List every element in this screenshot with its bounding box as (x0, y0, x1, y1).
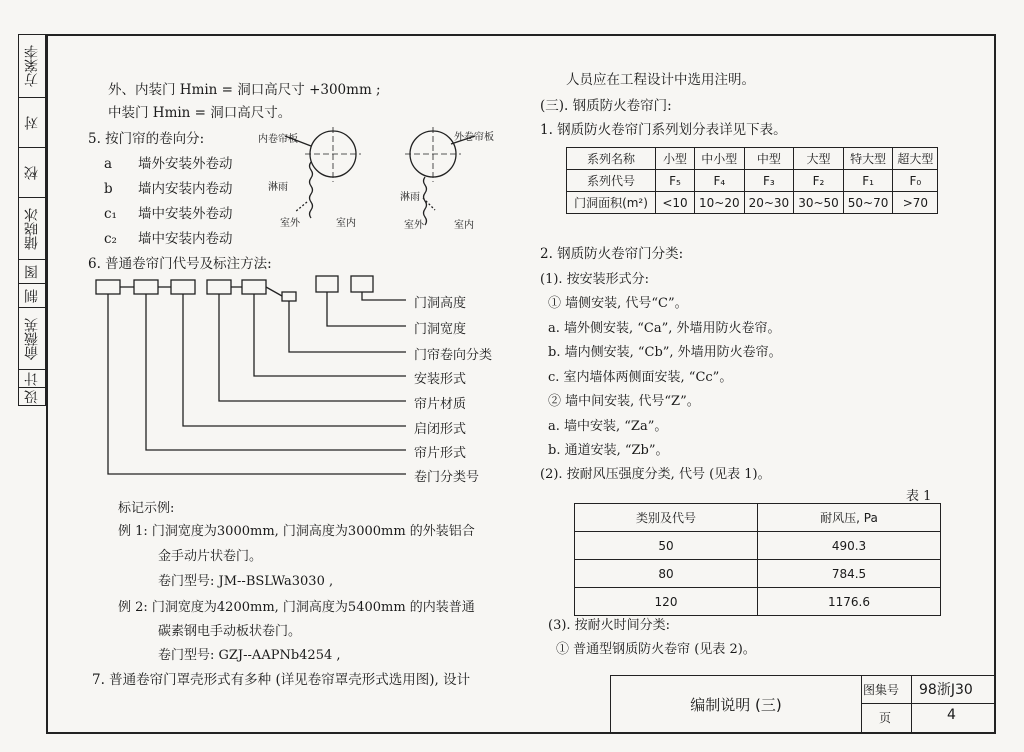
height-rule-2: 中装门 Hmin = 洞口高尺寸。 (108, 105, 292, 121)
paragraph-2: 2. 钢质防火卷帘门分类: (540, 246, 684, 262)
install-side-b: b. 墙内侧安装, “Cb”, 外墙用防火卷帘。 (548, 345, 782, 360)
install-side: ① 墙侧安装, 代号“C”。 (548, 296, 688, 311)
fig-right-out: 室外 (404, 220, 424, 231)
table-row: 120 1176.6 (575, 588, 941, 616)
example-2-model: 卷门型号: GZJ--AAPNb4254 , (158, 648, 341, 663)
atlas-number: 98浙J30 (919, 682, 973, 698)
install-side-c: c. 室内墙体两侧面安装, “Cc”。 (548, 370, 733, 385)
table-row: 系列名称 小型 中小型 中型 大型 特大型 超大型 (567, 148, 938, 170)
strip-cell-3: 储晓冰 (19, 197, 45, 259)
page-label: 页 (879, 711, 892, 725)
fire-heading: (3). 按耐火时间分类: (548, 618, 671, 633)
install-side-a: a. 墙外侧安装, “Ca”, 外墙用防火卷帘。 (548, 321, 781, 336)
install-heading: (1). 按安装形式分: (540, 272, 650, 287)
example-1-line-2: 金手动片状卷门。 (158, 549, 263, 564)
roll-item-b: b 墙内安装内卷动 (104, 181, 233, 197)
code-label-class: 卷门分类号 (414, 470, 480, 485)
install-middle: ② 墙中间安装, 代号“Z”。 (548, 394, 700, 409)
roll-item-c1: c₁ 墙中安装外卷动 (104, 206, 233, 222)
table-row: 类别及代号 耐风压, Pa (575, 504, 941, 532)
fig-right-rain: 淋雨 (400, 192, 420, 203)
strip-cell-2: 校 (19, 147, 45, 197)
fire-item-1: ① 普通型钢质防火卷帘 (见表 2)。 (556, 642, 756, 657)
strip-cell-1: 对 (19, 97, 45, 147)
example-1-line-1: 例 1: 门洞宽度为3000mm, 门洞高度为3000mm 的外装铝合 (118, 524, 475, 539)
code-label-height: 门洞高度 (414, 296, 467, 311)
code-label-slat: 帘片形式 (414, 446, 467, 461)
code-label-roll: 门帘卷向分类 (414, 348, 493, 363)
section-5-title: 5. 按门帘的卷向分: (88, 131, 205, 147)
code-label-material: 帘片材质 (414, 397, 467, 412)
continued-text: 人员应在工程设计中选用注明。 (566, 72, 755, 88)
fig-left-rain: 淋雨 (268, 182, 288, 193)
code-label-width: 门洞宽度 (414, 322, 467, 337)
signature-strip (18, 34, 46, 406)
table-row: 50 490.3 (575, 532, 941, 560)
page-number: 4 (947, 707, 956, 723)
strip-cell-6: 俞薇英 (19, 307, 45, 369)
height-rule-1: 外、内装门 Hmin = 洞口高尺寸 +300mm ; (108, 82, 381, 98)
series-table (566, 147, 938, 214)
strip-cell-0: 方案李 (24, 45, 40, 87)
roll-item-c2: c₂ 墙中安装内卷动 (104, 231, 233, 247)
code-label-operation: 启闭形式 (414, 422, 467, 437)
section-6-title: 6. 普通卷帘门代号及标注方法: (88, 256, 272, 272)
strip-cell-4: 图 (19, 259, 45, 283)
code-label-install: 安装形式 (414, 372, 467, 387)
fig-right-label: 外卷帘板 (454, 132, 494, 143)
fig-left-in: 室内 (336, 218, 356, 229)
fig-left-out: 室外 (280, 218, 300, 229)
example-heading: 标记示例: (118, 501, 175, 516)
strip-cell-7: 计 (19, 369, 45, 387)
install-middle-a: a. 墙中安装, “Za”。 (548, 419, 668, 434)
paragraph-1: 1. 钢质防火卷帘门系列划分表详见下表。 (540, 122, 787, 138)
example-2-line-1: 例 2: 门洞宽度为4200mm, 门洞高度为5400mm 的内装普通 (118, 600, 475, 615)
section-3-title: (三). 钢质防火卷帘门: (540, 98, 672, 114)
table-row: 80 784.5 (575, 560, 941, 588)
table-row: 系列代号 F₅ F₄ F₃ F₂ F₁ F₀ (567, 170, 938, 192)
code-diagram (88, 270, 408, 485)
fig-left-label: 内卷帘板 (258, 134, 298, 145)
fig-right-in: 室内 (454, 220, 474, 231)
wind-heading: (2). 按耐风压强度分类, 代号 (见表 1)。 (540, 467, 771, 482)
section-7-text: 7. 普通卷帘门罩壳形式有多种 (详见卷帘罩壳形式选用图), 设计 (92, 672, 471, 688)
table-1-caption: 表 1 (906, 489, 932, 504)
strip-cell-8: 设 (19, 387, 45, 405)
strip-cell-5: 制 (19, 283, 45, 307)
atlas-label: 图集号 (863, 683, 900, 697)
wind-pressure-table (574, 503, 941, 616)
install-middle-b: b. 通道安装, “Zb”。 (548, 443, 669, 458)
drawing-title: 编制说明 (三) (690, 695, 782, 714)
table-row: 门洞面积(m²) <10 10~20 20~30 30~50 50~70 >70 (567, 192, 938, 214)
roll-item-a: a 墙外安装外卷动 (104, 156, 233, 172)
example-1-model: 卷门型号: JM--BSLWa3030 , (158, 574, 334, 589)
title-block (610, 675, 996, 734)
example-2-line-2: 碳素钢电手动板状卷门。 (158, 624, 302, 639)
